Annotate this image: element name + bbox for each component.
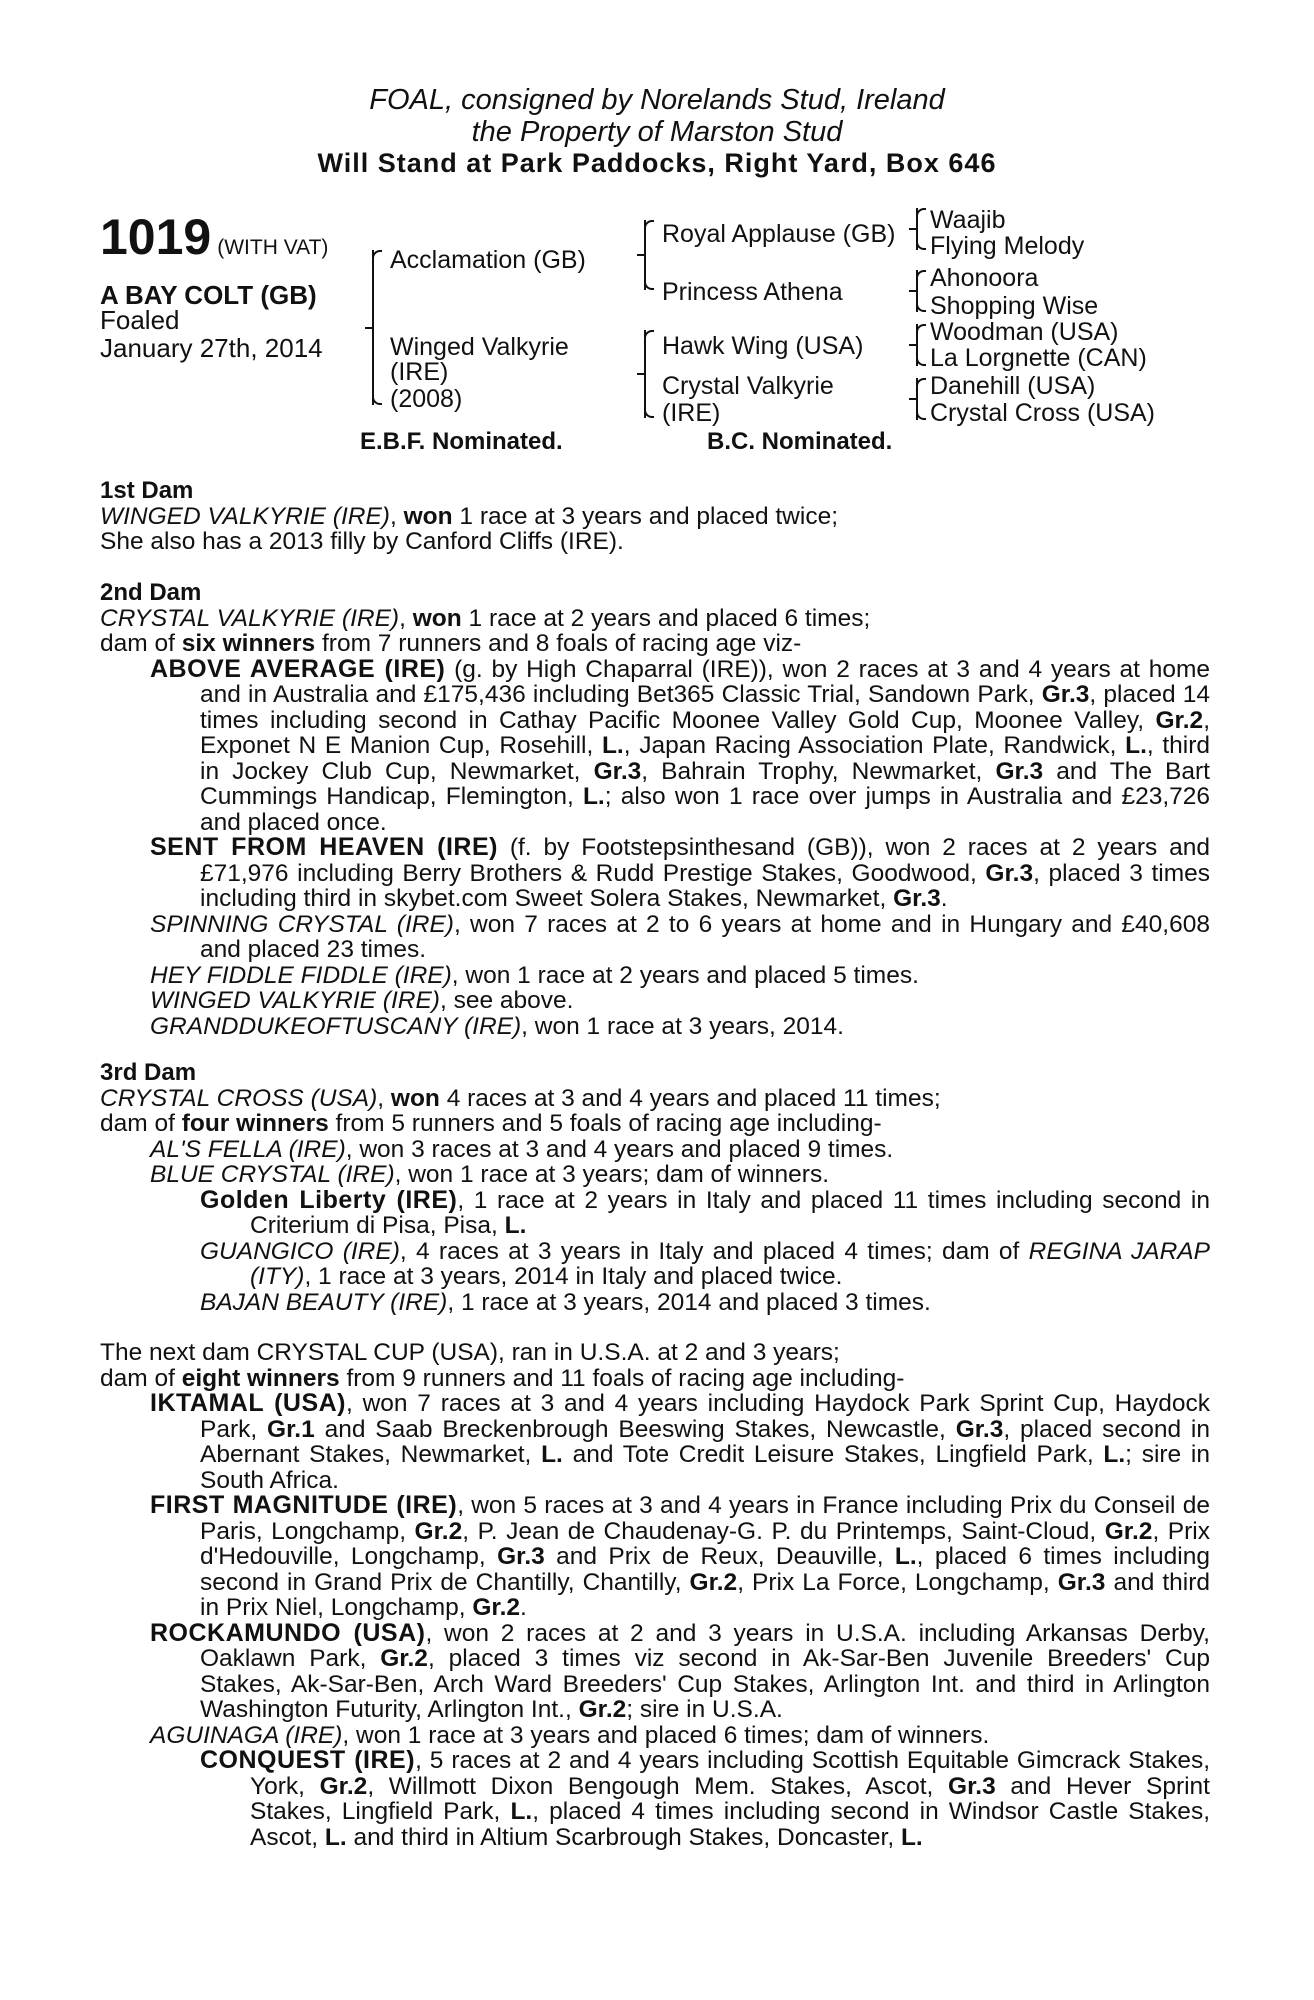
pedigree-dam-line3: (2008) (390, 385, 463, 413)
pedigree-ssd: Flying Melody (930, 232, 1085, 260)
header-consignor: FOAL, consigned by Norelands Stud, Ireland (369, 84, 945, 116)
pedigree-dsd: La Lorgnette (CAN) (930, 344, 1147, 372)
foaled-label: Foaled (100, 305, 180, 335)
second-dam-entry-4: HEY FIDDLE FIDDLE (IRE), won 1 race at 2 years and placed 5 times. (150, 961, 919, 989)
third-dam-entry-5: BAJAN BEAUTY (IRE), 1 race at 3 years, 2014 and placed 3 times. (200, 1288, 931, 1316)
third-dam-entry-4: GUANGICO (IRE), 4 races at 3 years in Italy and placed 4 times; dam of REGINA JARAP (ITY), 1 race at 3 years, 2014 in Italy and placed twice. (200, 1237, 1210, 1290)
second-dam-line1: CRYSTAL VALKYRIE (IRE), won 1 race at 2 years and placed 6 times; (100, 604, 871, 632)
pedigree-dam-dam-line1: Crystal Valkyrie (662, 372, 834, 400)
next-dam-entry-5: CONQUEST (IRE), 5 races at 2 and 4 years including Scottish Equitable Gimcrack Stakes, York, Gr.2, Willmott Dixon Bengough Mem. Stakes, Ascot, Gr.3 and Hever Sprint Stakes, Lingfield Park, L., placed 4 times including second in Windsor Castle Stakes, Ascot, L. and third in Altium Scarbrough Stakes, Doncaster, L. (200, 1746, 1210, 1851)
second-dam-entry-5: WINGED VALKYRIE (IRE), see above. (150, 987, 574, 1014)
pedigree-ddd: Crystal Cross (USA) (930, 399, 1156, 427)
pedigree-dam-line2: (IRE) (390, 358, 449, 386)
pedigree-dam-dam-line2: (IRE) (662, 399, 721, 427)
foaled-date: January 27th, 2014 (100, 333, 323, 363)
third-dam-entry-1: AL'S FELLA (IRE), won 3 races at 3 and 4 years and placed 9 times. (150, 1135, 894, 1163)
lot-title: A BAY COLT (GB) (100, 280, 317, 310)
header-location: Will Stand at Park Paddocks, Right Yard, Box 646 (317, 148, 997, 178)
next-dam-entry-3: ROCKAMUNDO (USA), won 2 races at 2 and 3 years in U.S.A. including Arkansas Derby, Oaklawn Park, Gr.2, placed 3 times viz second in Ak-Sar-Ben Juvenile Breeders' Cup Stakes, Ak-Sar-Ben, Arch Ward Breeders' Cup Stakes, Arlington Int. and third in Arlington Washington Futurity, Arlington Int., Gr.2; sire in U.S.A. (150, 1618, 1210, 1723)
pedigree-brace-sd (916, 270, 926, 312)
pedigree-dss: Woodman (USA) (930, 318, 1119, 346)
pedigree-dam-line1: Winged Valkyrie (390, 333, 569, 361)
header-property: the Property of Marston Stud (471, 116, 843, 148)
second-dam-entry-1: ABOVE AVERAGE (IRE) (g. by High Chaparral (IRE)), won 2 races at 3 and 4 years at home and in Australia and £175,436 including Bet365 Classic Trial, Sandown Park, Gr.3, placed 14 times including second in Cathay Pacific Moonee Valley Gold Cup, Moonee Valley, Gr.2, Exponet N E Manion Cup, Rosehill, L., Japan Racing Association Plate, Randwick, L., third in Jockey Club Cup, Newmarket, Gr.3, Bahrain Trophy, Newmarket, Gr.3 and The Bart Cummings Handicap, Flemington, L.; also won 1 race over jumps in Australia and £23,726 and placed once. (150, 654, 1211, 836)
third-dam-heading: 3rd Dam (100, 1059, 197, 1086)
pedigree-brace-ss (916, 208, 926, 250)
second-dam-heading: 2nd Dam (100, 579, 202, 606)
second-dam-entry-2: SENT FROM HEAVEN (IRE) (f. by Footstepsinthesand (GB)), won 2 races at 2 years and £71,976 including Berry Brothers & Rudd Prestige Stakes, Goodwood, Gr.3, placed 3 times including third in skybet.com Sweet Solera Stakes, Newmarket, Gr.3. (150, 833, 1210, 912)
pedigree-dds: Danehill (USA) (930, 372, 1096, 400)
next-dam-section (100, 1340, 1210, 1850)
pedigree-dam-sire: Hawk Wing (USA) (662, 332, 864, 360)
lot-number-line (100, 208, 328, 266)
pedigree-brace-dd (916, 378, 926, 420)
next-dam-line2: dam of eight winners from 9 runners and 11 foals of racing age including- (100, 1364, 905, 1392)
next-dam-entry-4: AGUINAGA (IRE), won 1 race at 3 years and placed 6 times; dam of winners. (150, 1721, 990, 1749)
second-dam-line2: dam of six winners from 7 runners and 8 foals of racing age viz- (100, 630, 802, 657)
ebf-nominated: E.B.F. Nominated. (360, 428, 563, 455)
next-dam-line1: The next dam CRYSTAL CUP (USA), ran in U.S.A. at 2 and 3 years; (100, 1339, 840, 1366)
third-dam-section (100, 1060, 1210, 1315)
pedigree-sire-dam: Princess Athena (662, 278, 843, 306)
second-dam-section (100, 580, 1210, 1039)
pedigree-brace-ds (916, 324, 926, 366)
second-dam-entry-3: SPINNING CRYSTAL (IRE), won 7 races at 2 to 6 years at home and in Hungary and £40,608 and placed 23 times. (150, 910, 1210, 963)
bc-nominated: B.C. Nominated. (707, 428, 893, 455)
first-dam-line2: She also has a 2013 filly by Canford Cliffs (IRE). (100, 528, 624, 555)
pedigree-sdd: Shopping Wise (930, 292, 1099, 320)
next-dam-entry-2: FIRST MAGNITUDE (IRE), won 5 races at 3 and 4 years in France including Prix du Conseil de Paris, Longchamp, Gr.2, P. Jean de Chaudenay-G. P. du Printemps, Saint-Cloud, Gr.2, Prix d'Hedouville, Longchamp, Gr.3 and Prix de Reux, Deauville, L., placed 6 times including second in Grand Prix de Chantilly, Chantilly, Gr.2, Prix La Force, Longchamp, Gr.3 and third in Prix Niel, Longchamp, Gr.2. (150, 1491, 1210, 1621)
lot-number: 1019 (100, 209, 212, 265)
pedigree-brace-sire (644, 220, 654, 290)
next-dam-entry-1: IKTAMAL (USA), won 7 races at 3 and 4 years including Haydock Park Sprint Cup, Haydock Park, Gr.1 and Saab Breckenbrough Beeswing Stakes, Newcastle, Gr.3, placed second in Abernant Stakes, Newmarket, L. and Tote Credit Leisure Stakes, Lingfield Park, L.; sire in South Africa. (150, 1389, 1210, 1494)
first-dam-section (100, 478, 1210, 555)
pedigree-sire: Acclamation (GB) (390, 246, 586, 274)
third-dam-entry-2: BLUE CRYSTAL (IRE), won 1 race at 3 years; dam of winners. (150, 1161, 830, 1188)
third-dam-line1: CRYSTAL CROSS (USA), won 4 races at 3 and 4 years and placed 11 times; (100, 1084, 941, 1112)
second-dam-entry-6: GRANDDUKEOFTUSCANY (IRE), won 1 race at 3 years, 2014. (150, 1012, 844, 1040)
pedigree-brace-dam (644, 330, 654, 418)
pedigree-sss: Waajib (930, 206, 1006, 234)
pedigree-sire-sire: Royal Applause (GB) (662, 220, 896, 248)
third-dam-line2: dam of four winners from 5 runners and 5 foals of racing age including- (100, 1110, 882, 1137)
first-dam-heading: 1st Dam (100, 477, 194, 504)
lot-vat: (WITH VAT) (217, 236, 329, 259)
pedigree-brace-main (372, 250, 382, 405)
pedigree-sds: Ahonoora (930, 264, 1039, 292)
first-dam-line1: WINGED VALKYRIE (IRE), won 1 race at 3 years and placed twice; (100, 502, 839, 530)
third-dam-entry-3: Golden Liberty (IRE), 1 race at 2 years in Italy and placed 11 times including second in Criterium di Pisa, Pisa, L. (200, 1185, 1210, 1239)
